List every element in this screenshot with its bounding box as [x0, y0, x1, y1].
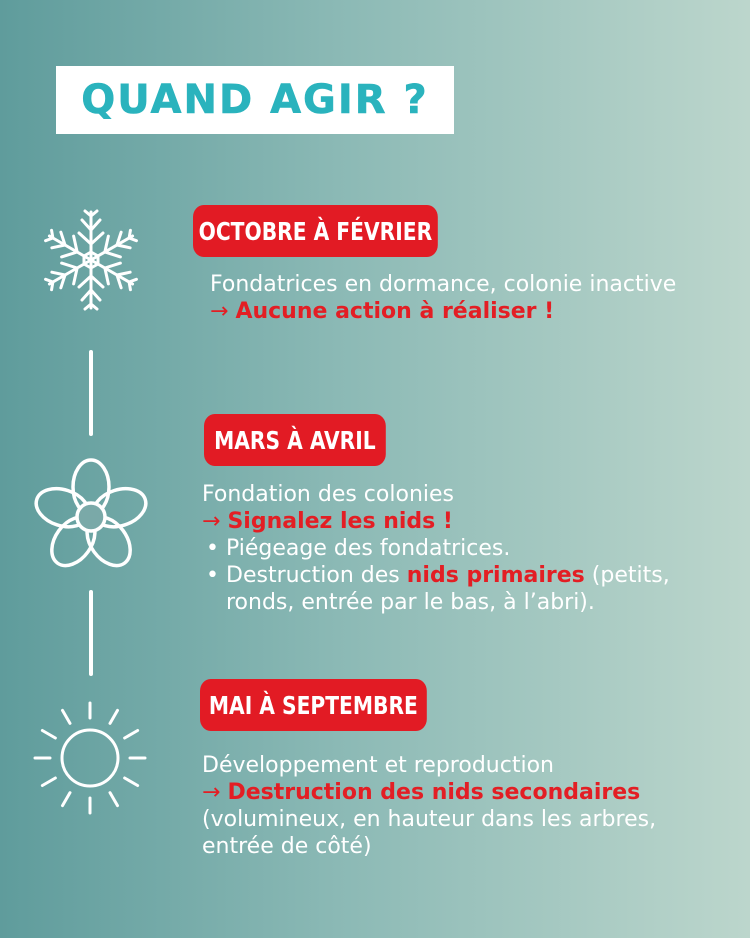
period-description: Développement et reproduction [202, 753, 554, 778]
period-badge-summer: MAI À SEPTEMBRE [200, 679, 427, 731]
sun-icon [32, 700, 148, 816]
period-badge-spring: MARS À AVRIL [204, 414, 386, 466]
period-action: → Aucune action à réaliser ! [210, 299, 555, 324]
period-description: Fondation des colonies [202, 482, 454, 507]
page-title: QUAND AGIR ? [81, 77, 429, 123]
period-description: Fondatrices en dormance, colonie inactive [210, 272, 677, 297]
period-text-summer [202, 752, 682, 860]
list-item: • Piégeage des fondatrices. [202, 535, 692, 562]
period-action: → Signalez les nids ! [202, 509, 453, 534]
timeline-connector [89, 350, 93, 436]
list-item: • Destruction des nids primaires (petits, ronds, entrée par le bas, à l’abri). [202, 562, 692, 616]
period-text-winter [210, 271, 680, 325]
flower-icon [30, 458, 152, 576]
snowflake-icon [34, 208, 148, 312]
period-action: → Destruction des nids secondaires [202, 780, 641, 805]
period-note: (volumineux, en hauteur dans les arbres, entrée de côté) [202, 807, 657, 859]
timeline-connector [89, 590, 93, 676]
bullet-list [202, 535, 692, 616]
period-text-spring [202, 481, 692, 616]
period-badge-winter: OCTOBRE À FÉVRIER [193, 205, 438, 257]
title-banner [56, 66, 454, 134]
